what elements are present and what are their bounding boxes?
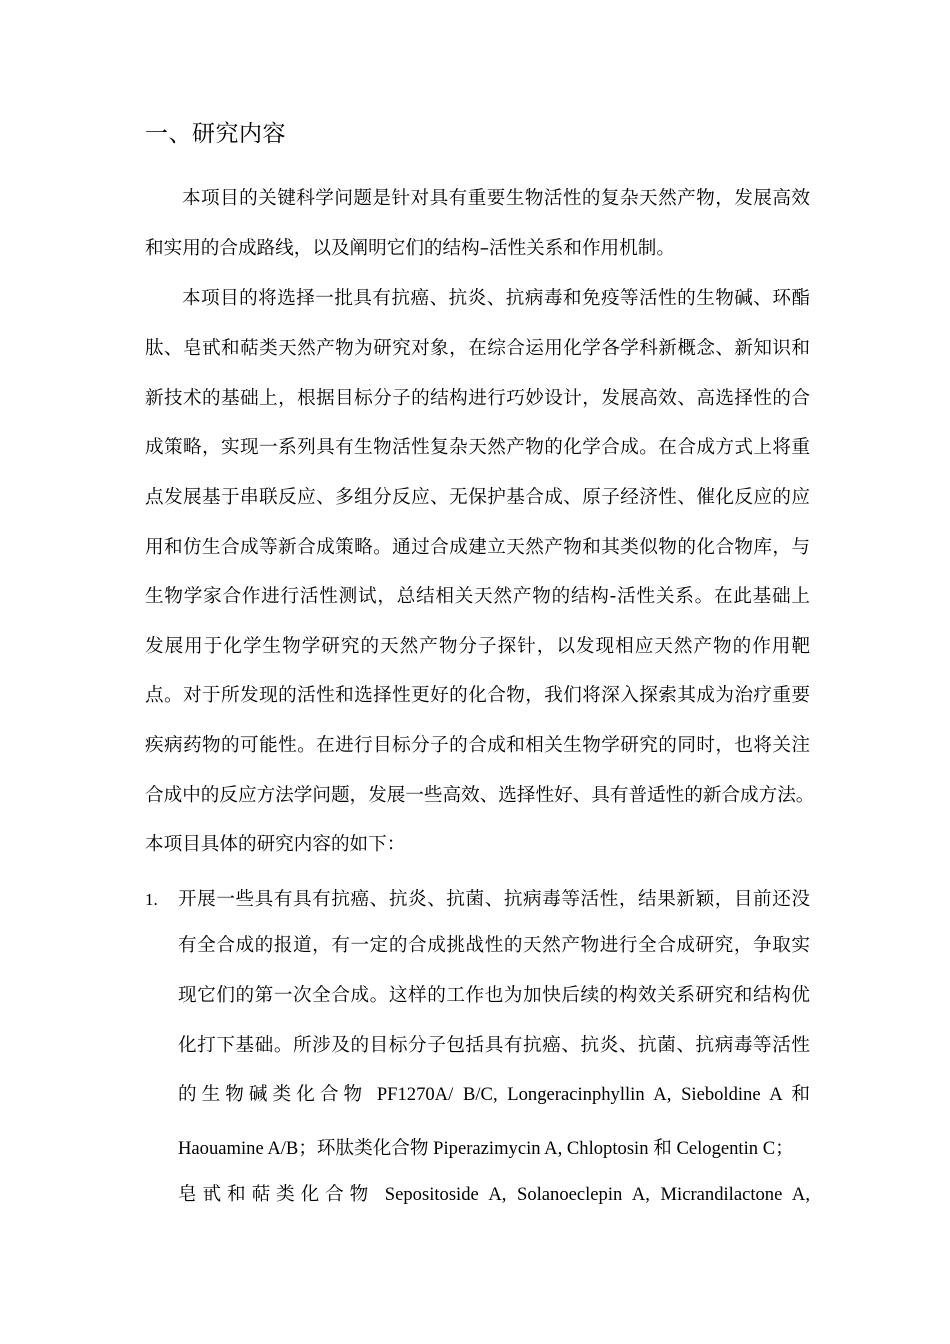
compound-names: Celogentin C； [676,1138,794,1159]
inline-text: 和 [653,1138,672,1159]
inline-text: 皂甙和萜类化合物 [178,1184,375,1205]
list-item-line: 化打下基础。所涉及的目标分子包括具有抗癌、抗炎、抗菌、抗病毒等活性 [178,1035,810,1056]
section-heading: 一、研究内容 [145,121,286,147]
paragraph-line: 本项目的关键科学问题是针对具有重要生物活性的复杂天然产物，发展高效 [182,188,810,209]
paragraph-line: 生物学家合作进行活性测试，总结相关天然产物的结构-活性关系。在此基础上 [145,586,810,607]
list-item-line: 现它们的第一次全合成。这样的工作也为加快后续的构效关系研究和结构优 [178,985,810,1006]
paragraph-line: 发展用于化学生物学研究的天然产物分子探针，以发现相应天然产物的作用靶 [145,636,810,657]
paragraph-line: 疾病药物的可能性。在进行目标分子的合成和相关生物学研究的同时，也将关注 [145,735,810,756]
compound-names: Haouamine A/B [178,1138,299,1159]
inline-text: ；环肽类化合物 [298,1138,429,1159]
paragraph-line: 点。对于所发现的活性和选择性更好的化合物，我们将深入探索其成为治疗重要 [145,685,810,706]
paragraph-line: 合成中的反应方法学问题，发展一些高效、选择性好、具有普适性的新合成方法。 [145,785,815,806]
paragraph-line: 和实用的合成路线，以及阐明它们的结构–活性关系和作用机制。 [145,238,675,259]
paragraph-line: 新技术的基础上，根据目标分子的结构进行巧妙设计，发展高效、高选择性的合 [145,388,810,409]
inline-text: 和 [791,1084,810,1105]
paragraph-line: 本项目的将选择一批具有抗癌、抗炎、抗病毒和免疫等活性的生物碱、环酯 [182,288,810,309]
list-item-line [178,1180,810,1210]
paragraph-line: 用和仿生合成等新合成策略。通过合成建立天然产物和其类似物的化合物库，与 [145,537,810,558]
compound-names: Sepositoside A, Solanoeclepin A, Micrandilactone A, [384,1184,810,1205]
list-marker: 1. [145,890,158,909]
compound-names: Piperazimycin A, Chloptosin [433,1138,649,1159]
list-item-line: 开展一些具有具有抗癌、抗炎、抗菌、抗病毒等活性，结果新颖，目前还没 [178,889,810,910]
inline-text: 的生物碱类化合物 [178,1084,368,1105]
paragraph-line: 点发展基于串联反应、多组分反应、无保护基合成、原子经济性、催化反应的应 [145,487,810,508]
list-item-line [178,1134,810,1164]
compound-names: PF1270A/ B/C, Longeracinphyllin A, Sieboldine A [376,1084,782,1105]
list-item-line: 有全合成的报道，有一定的合成挑战性的天然产物进行全合成研究，争取实 [178,935,810,956]
list-item-line [178,1080,810,1110]
paragraph-line: 成策略，实现一系列具有生物活性复杂天然产物的化学合成。在合成方式上将重 [145,437,810,458]
paragraph-line: 肽、皂甙和萜类天然产物为研究对象，在综合运用化学各学科新概念、新知识和 [145,338,810,359]
paragraph-line: 本项目具体的研究内容的如下： [145,834,406,855]
